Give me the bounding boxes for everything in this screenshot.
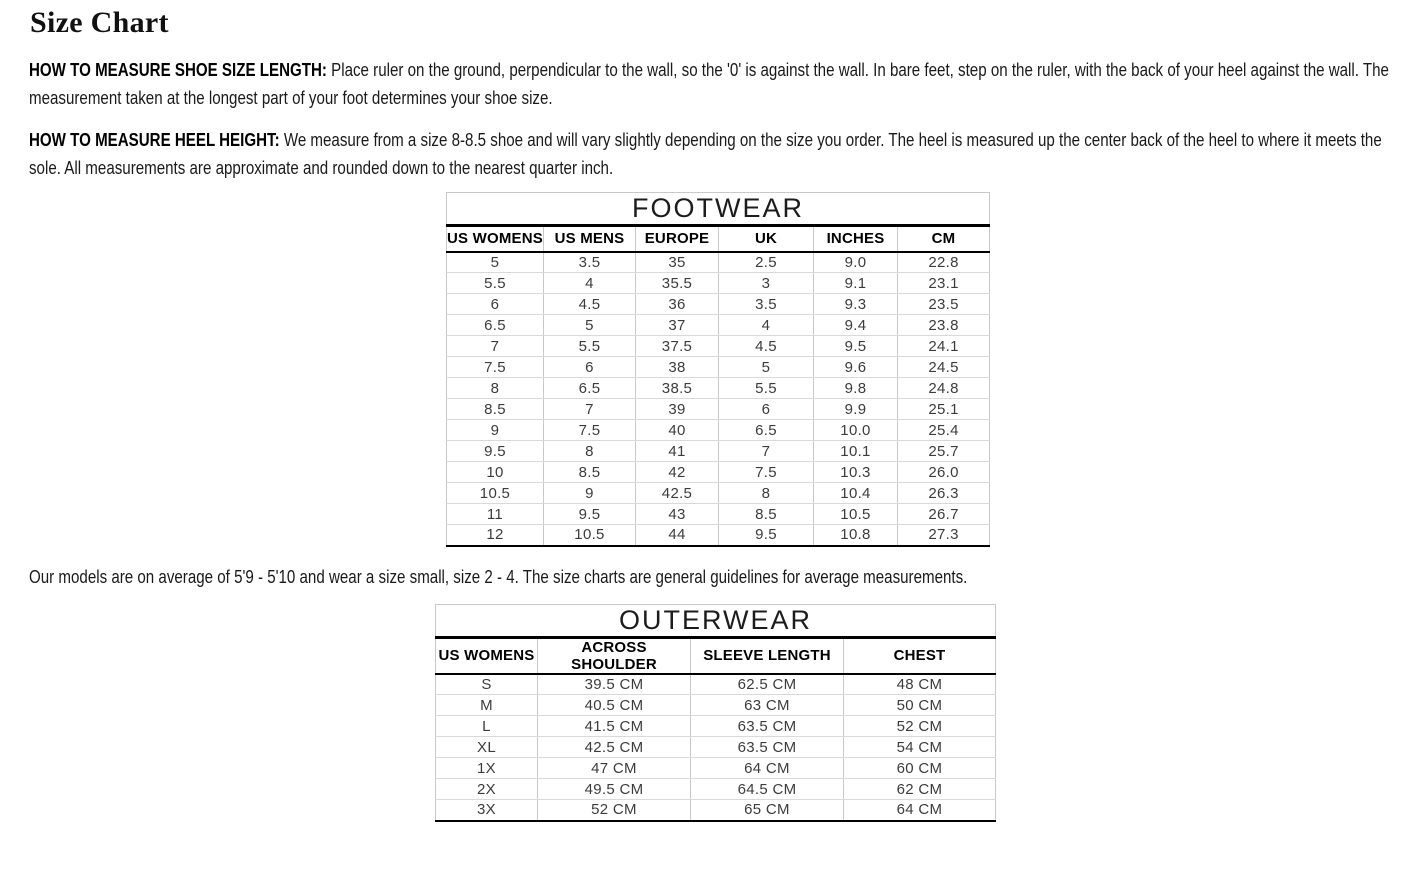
table-cell: 8 <box>447 378 544 399</box>
table-cell: 38 <box>636 357 719 378</box>
table-cell: 52 CM <box>844 716 996 737</box>
table-cell: 10.1 <box>814 441 898 462</box>
table-cell: 35 <box>636 252 719 273</box>
table-cell: 6 <box>544 357 636 378</box>
table-cell: 10.3 <box>814 462 898 483</box>
measure-heel-height-paragraph <box>29 126 1415 182</box>
table-cell: 7 <box>719 441 814 462</box>
table-cell: 41 <box>636 441 719 462</box>
table-cell: 60 CM <box>844 758 996 779</box>
outerwear-table-title: OUTERWEAR <box>436 604 996 637</box>
table-cell: 5.5 <box>447 273 544 294</box>
table-cell: 27.3 <box>898 525 990 546</box>
column-header: US WOMENS <box>436 637 538 674</box>
table-row <box>447 504 990 525</box>
table-cell: 8 <box>544 441 636 462</box>
table-cell: 47 CM <box>538 758 691 779</box>
table-cell: 40 <box>636 420 719 441</box>
table-cell: 9.5 <box>447 441 544 462</box>
measure-heel-height-text: We measure from a size 8-8.5 shoe and will vary slightly depending on the size you order. The heel is measured up the center back of the heel to where it meets the sole. All measurements are approximate and rounded down to the nearest quarter inch. <box>29 130 1382 178</box>
table-cell: 64.5 CM <box>691 779 844 800</box>
table-cell: L <box>436 716 538 737</box>
table-cell: 35.5 <box>636 273 719 294</box>
table-row <box>447 252 990 273</box>
table-cell: 9.5 <box>719 525 814 546</box>
outerwear-header-row <box>436 637 996 674</box>
table-cell: 22.8 <box>898 252 990 273</box>
table-cell: M <box>436 695 538 716</box>
table-cell: 23.8 <box>898 315 990 336</box>
table-cell: 5 <box>719 357 814 378</box>
column-header: US WOMENS <box>447 226 544 252</box>
table-row <box>447 315 990 336</box>
table-cell: 5.5 <box>719 378 814 399</box>
table-cell: 10.5 <box>814 504 898 525</box>
page-title: Size Chart <box>30 6 169 39</box>
table-cell: 8.5 <box>544 462 636 483</box>
column-header: CM <box>898 226 990 252</box>
table-row <box>447 357 990 378</box>
footwear-size-table <box>446 192 990 547</box>
table-cell: 8.5 <box>447 399 544 420</box>
table-cell: 36 <box>636 294 719 315</box>
table-cell: 8.5 <box>719 504 814 525</box>
table-cell: 9.5 <box>814 336 898 357</box>
outerwear-size-table <box>435 604 996 822</box>
column-header: UK <box>719 226 814 252</box>
table-cell: 24.8 <box>898 378 990 399</box>
table-row <box>436 800 996 821</box>
table-cell: 4 <box>719 315 814 336</box>
table-cell: 63.5 CM <box>691 716 844 737</box>
table-cell: 7.5 <box>719 462 814 483</box>
table-cell: 25.1 <box>898 399 990 420</box>
table-cell: 62 CM <box>844 779 996 800</box>
table-cell: 10.5 <box>544 525 636 546</box>
table-cell: 52 CM <box>538 800 691 821</box>
column-header: ACROSS SHOULDER <box>538 637 691 674</box>
table-cell: 25.7 <box>898 441 990 462</box>
table-cell: 24.5 <box>898 357 990 378</box>
table-cell: XL <box>436 737 538 758</box>
table-cell: S <box>436 674 538 695</box>
table-cell: 10.0 <box>814 420 898 441</box>
table-cell: 6.5 <box>719 420 814 441</box>
table-cell: 7.5 <box>544 420 636 441</box>
outerwear-title-row <box>436 604 996 637</box>
table-cell: 64 CM <box>844 800 996 821</box>
table-cell: 10 <box>447 462 544 483</box>
table-row <box>447 483 990 504</box>
table-cell: 4.5 <box>719 336 814 357</box>
table-row <box>447 378 990 399</box>
footwear-header-row <box>447 226 990 252</box>
footwear-table-title: FOOTWEAR <box>447 193 990 226</box>
table-cell: 3.5 <box>719 294 814 315</box>
table-cell: 9.9 <box>814 399 898 420</box>
table-cell: 7 <box>544 399 636 420</box>
table-row <box>447 441 990 462</box>
column-header: SLEEVE LENGTH <box>691 637 844 674</box>
table-cell: 9.8 <box>814 378 898 399</box>
column-header: EUROPE <box>636 226 719 252</box>
table-cell: 48 CM <box>844 674 996 695</box>
table-cell: 3X <box>436 800 538 821</box>
table-row <box>436 695 996 716</box>
table-cell: 9.4 <box>814 315 898 336</box>
table-row <box>447 462 990 483</box>
measure-shoe-size-paragraph <box>29 56 1415 112</box>
table-row <box>436 758 996 779</box>
table-cell: 7.5 <box>447 357 544 378</box>
footwear-table-body <box>447 252 990 546</box>
table-cell: 26.7 <box>898 504 990 525</box>
table-row <box>436 737 996 758</box>
measure-heel-height-label: HOW TO MEASURE HEEL HEIGHT: <box>29 130 280 150</box>
table-cell: 3.5 <box>544 252 636 273</box>
table-cell: 39.5 CM <box>538 674 691 695</box>
table-cell: 64 CM <box>691 758 844 779</box>
models-note: Our models are on average of 5'9 - 5'10 and wear a size small, size 2 - 4. The size charts are general guidelines for average measurements. <box>29 566 968 587</box>
table-cell: 42 <box>636 462 719 483</box>
table-cell: 4 <box>544 273 636 294</box>
table-cell: 42.5 CM <box>538 737 691 758</box>
table-cell: 26.3 <box>898 483 990 504</box>
table-row <box>447 399 990 420</box>
table-cell: 5 <box>447 252 544 273</box>
outerwear-table-body <box>436 674 996 821</box>
table-cell: 63.5 CM <box>691 737 844 758</box>
table-cell: 23.5 <box>898 294 990 315</box>
table-cell: 40.5 CM <box>538 695 691 716</box>
table-cell: 62.5 CM <box>691 674 844 695</box>
table-cell: 24.1 <box>898 336 990 357</box>
table-cell: 5.5 <box>544 336 636 357</box>
table-cell: 12 <box>447 525 544 546</box>
table-cell: 37 <box>636 315 719 336</box>
table-cell: 63 CM <box>691 695 844 716</box>
table-cell: 9.1 <box>814 273 898 294</box>
table-cell: 42.5 <box>636 483 719 504</box>
table-cell: 39 <box>636 399 719 420</box>
column-header: US MENS <box>544 226 636 252</box>
table-row <box>447 525 990 546</box>
table-cell: 4.5 <box>544 294 636 315</box>
table-cell: 41.5 CM <box>538 716 691 737</box>
table-cell: 9 <box>544 483 636 504</box>
table-row <box>447 420 990 441</box>
table-cell: 9.5 <box>544 504 636 525</box>
table-row <box>447 294 990 315</box>
table-cell: 7 <box>447 336 544 357</box>
table-row <box>447 273 990 294</box>
table-cell: 23.1 <box>898 273 990 294</box>
table-cell: 2.5 <box>719 252 814 273</box>
table-cell: 37.5 <box>636 336 719 357</box>
column-header: CHEST <box>844 637 996 674</box>
table-cell: 38.5 <box>636 378 719 399</box>
table-cell: 11 <box>447 504 544 525</box>
table-cell: 9 <box>447 420 544 441</box>
table-cell: 25.4 <box>898 420 990 441</box>
table-cell: 1X <box>436 758 538 779</box>
measure-shoe-size-text: Place ruler on the ground, perpendicular to the wall, so the '0' is against the wall. In bare feet, step on the ruler, with the back of your heel against the wall. The measurement taken at the longest part of your foot determines your shoe size. <box>29 60 1389 108</box>
table-cell: 8 <box>719 483 814 504</box>
table-cell: 65 CM <box>691 800 844 821</box>
table-cell: 6 <box>719 399 814 420</box>
table-cell: 26.0 <box>898 462 990 483</box>
table-cell: 10.8 <box>814 525 898 546</box>
table-cell: 10.4 <box>814 483 898 504</box>
table-cell: 9.0 <box>814 252 898 273</box>
table-cell: 6.5 <box>447 315 544 336</box>
table-row <box>447 336 990 357</box>
table-cell: 43 <box>636 504 719 525</box>
table-cell: 44 <box>636 525 719 546</box>
table-cell: 50 CM <box>844 695 996 716</box>
table-cell: 54 CM <box>844 737 996 758</box>
column-header: INCHES <box>814 226 898 252</box>
table-cell: 5 <box>544 315 636 336</box>
table-row <box>436 716 996 737</box>
table-cell: 49.5 CM <box>538 779 691 800</box>
table-cell: 9.6 <box>814 357 898 378</box>
footwear-title-row <box>447 193 990 226</box>
table-cell: 10.5 <box>447 483 544 504</box>
table-row <box>436 674 996 695</box>
table-cell: 9.3 <box>814 294 898 315</box>
table-cell: 3 <box>719 273 814 294</box>
measure-shoe-size-label: HOW TO MEASURE SHOE SIZE LENGTH: <box>29 60 327 80</box>
table-cell: 2X <box>436 779 538 800</box>
table-cell: 6.5 <box>544 378 636 399</box>
table-row <box>436 779 996 800</box>
table-cell: 6 <box>447 294 544 315</box>
